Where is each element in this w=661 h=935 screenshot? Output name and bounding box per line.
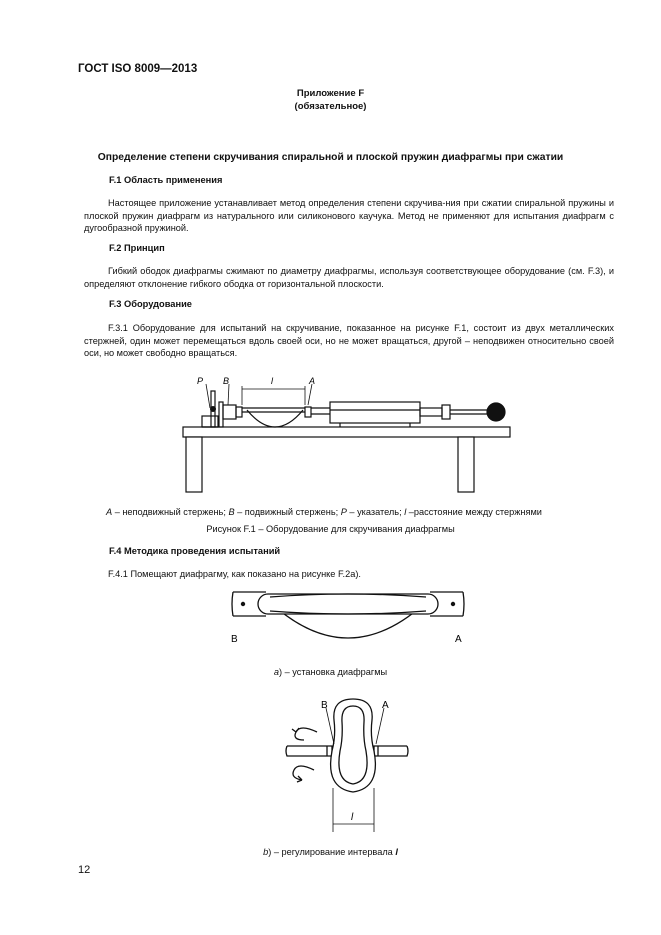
label-a-2a: A <box>455 634 462 645</box>
figure-f2b-caption: b) – регулирование интервала l <box>263 847 398 857</box>
paragraph-f3-1: F.3.1 Оборудование для испытаний на скручивание, показанное на рисунке F.1, состоит из двух металлических стержней, один может перемещаться вдоль своей оси, но не может вращаться, другой – неподвижен относительно своей оси, но может свободно вращаться. <box>84 323 614 358</box>
figure-f2b-adjustment <box>282 696 412 838</box>
appendix-status: (обязательное) <box>294 101 367 112</box>
paragraph-f4-1: F.4.1 Помещают диафрагму, как показано на рисунке F.2a). <box>108 569 361 579</box>
label-l: l <box>271 376 273 386</box>
main-title: Определение степени скручивания спиральной и плоской пружин диафрагмы при сжатии <box>97 152 564 163</box>
figure-f2a-setup <box>228 588 468 656</box>
label-l-2b: l <box>351 812 354 823</box>
paragraph-f1: Настоящее приложение устанавливает метод определения степени скручива-ния при сжатии спиральной пружины и плоской пружин диафрагм из натурального или силиконового каучука. Метод не применяют для испытания диафрагм с дугообразной пружиной. <box>84 198 614 233</box>
label-b-2a: B <box>231 634 238 645</box>
document-code: ГОСТ ISO 8009—2013 <box>78 63 198 75</box>
section-heading-f2: F.2 Принцип <box>109 243 165 253</box>
section-heading-f3: F.3 Оборудование <box>109 299 192 309</box>
label-a-2b: A <box>382 700 389 711</box>
figure-f1-caption: Рисунок F.1 – Оборудование для скручивания диафрагмы <box>206 524 455 534</box>
label-a: A <box>309 376 316 386</box>
section-heading-f1: F.1 Область применения <box>109 175 223 185</box>
page-number: 12 <box>78 864 91 876</box>
label-p: P <box>197 376 204 386</box>
label-b-2b: B <box>321 700 328 711</box>
figure-f1-legend: A – неподвижный стержень; B – подвижный стержень; P – указатель; l –расстояние между стержнями <box>106 507 542 517</box>
appendix-title: Приложение F <box>296 88 365 99</box>
section-heading-f4: F.4 Методика проведения испытаний <box>109 546 281 556</box>
label-b: B <box>223 376 230 386</box>
figure-f1-apparatus <box>180 372 515 498</box>
figure-f2a-caption: a) – установка диафрагмы <box>273 667 388 677</box>
paragraph-f2: Гибкий ободок диафрагмы сжимают по диаметру диафрагмы, используя соответствующее оборудование (см. F.3), и определяют отклонение гибкого ободка от горизонтальной плоскости. <box>84 266 614 289</box>
